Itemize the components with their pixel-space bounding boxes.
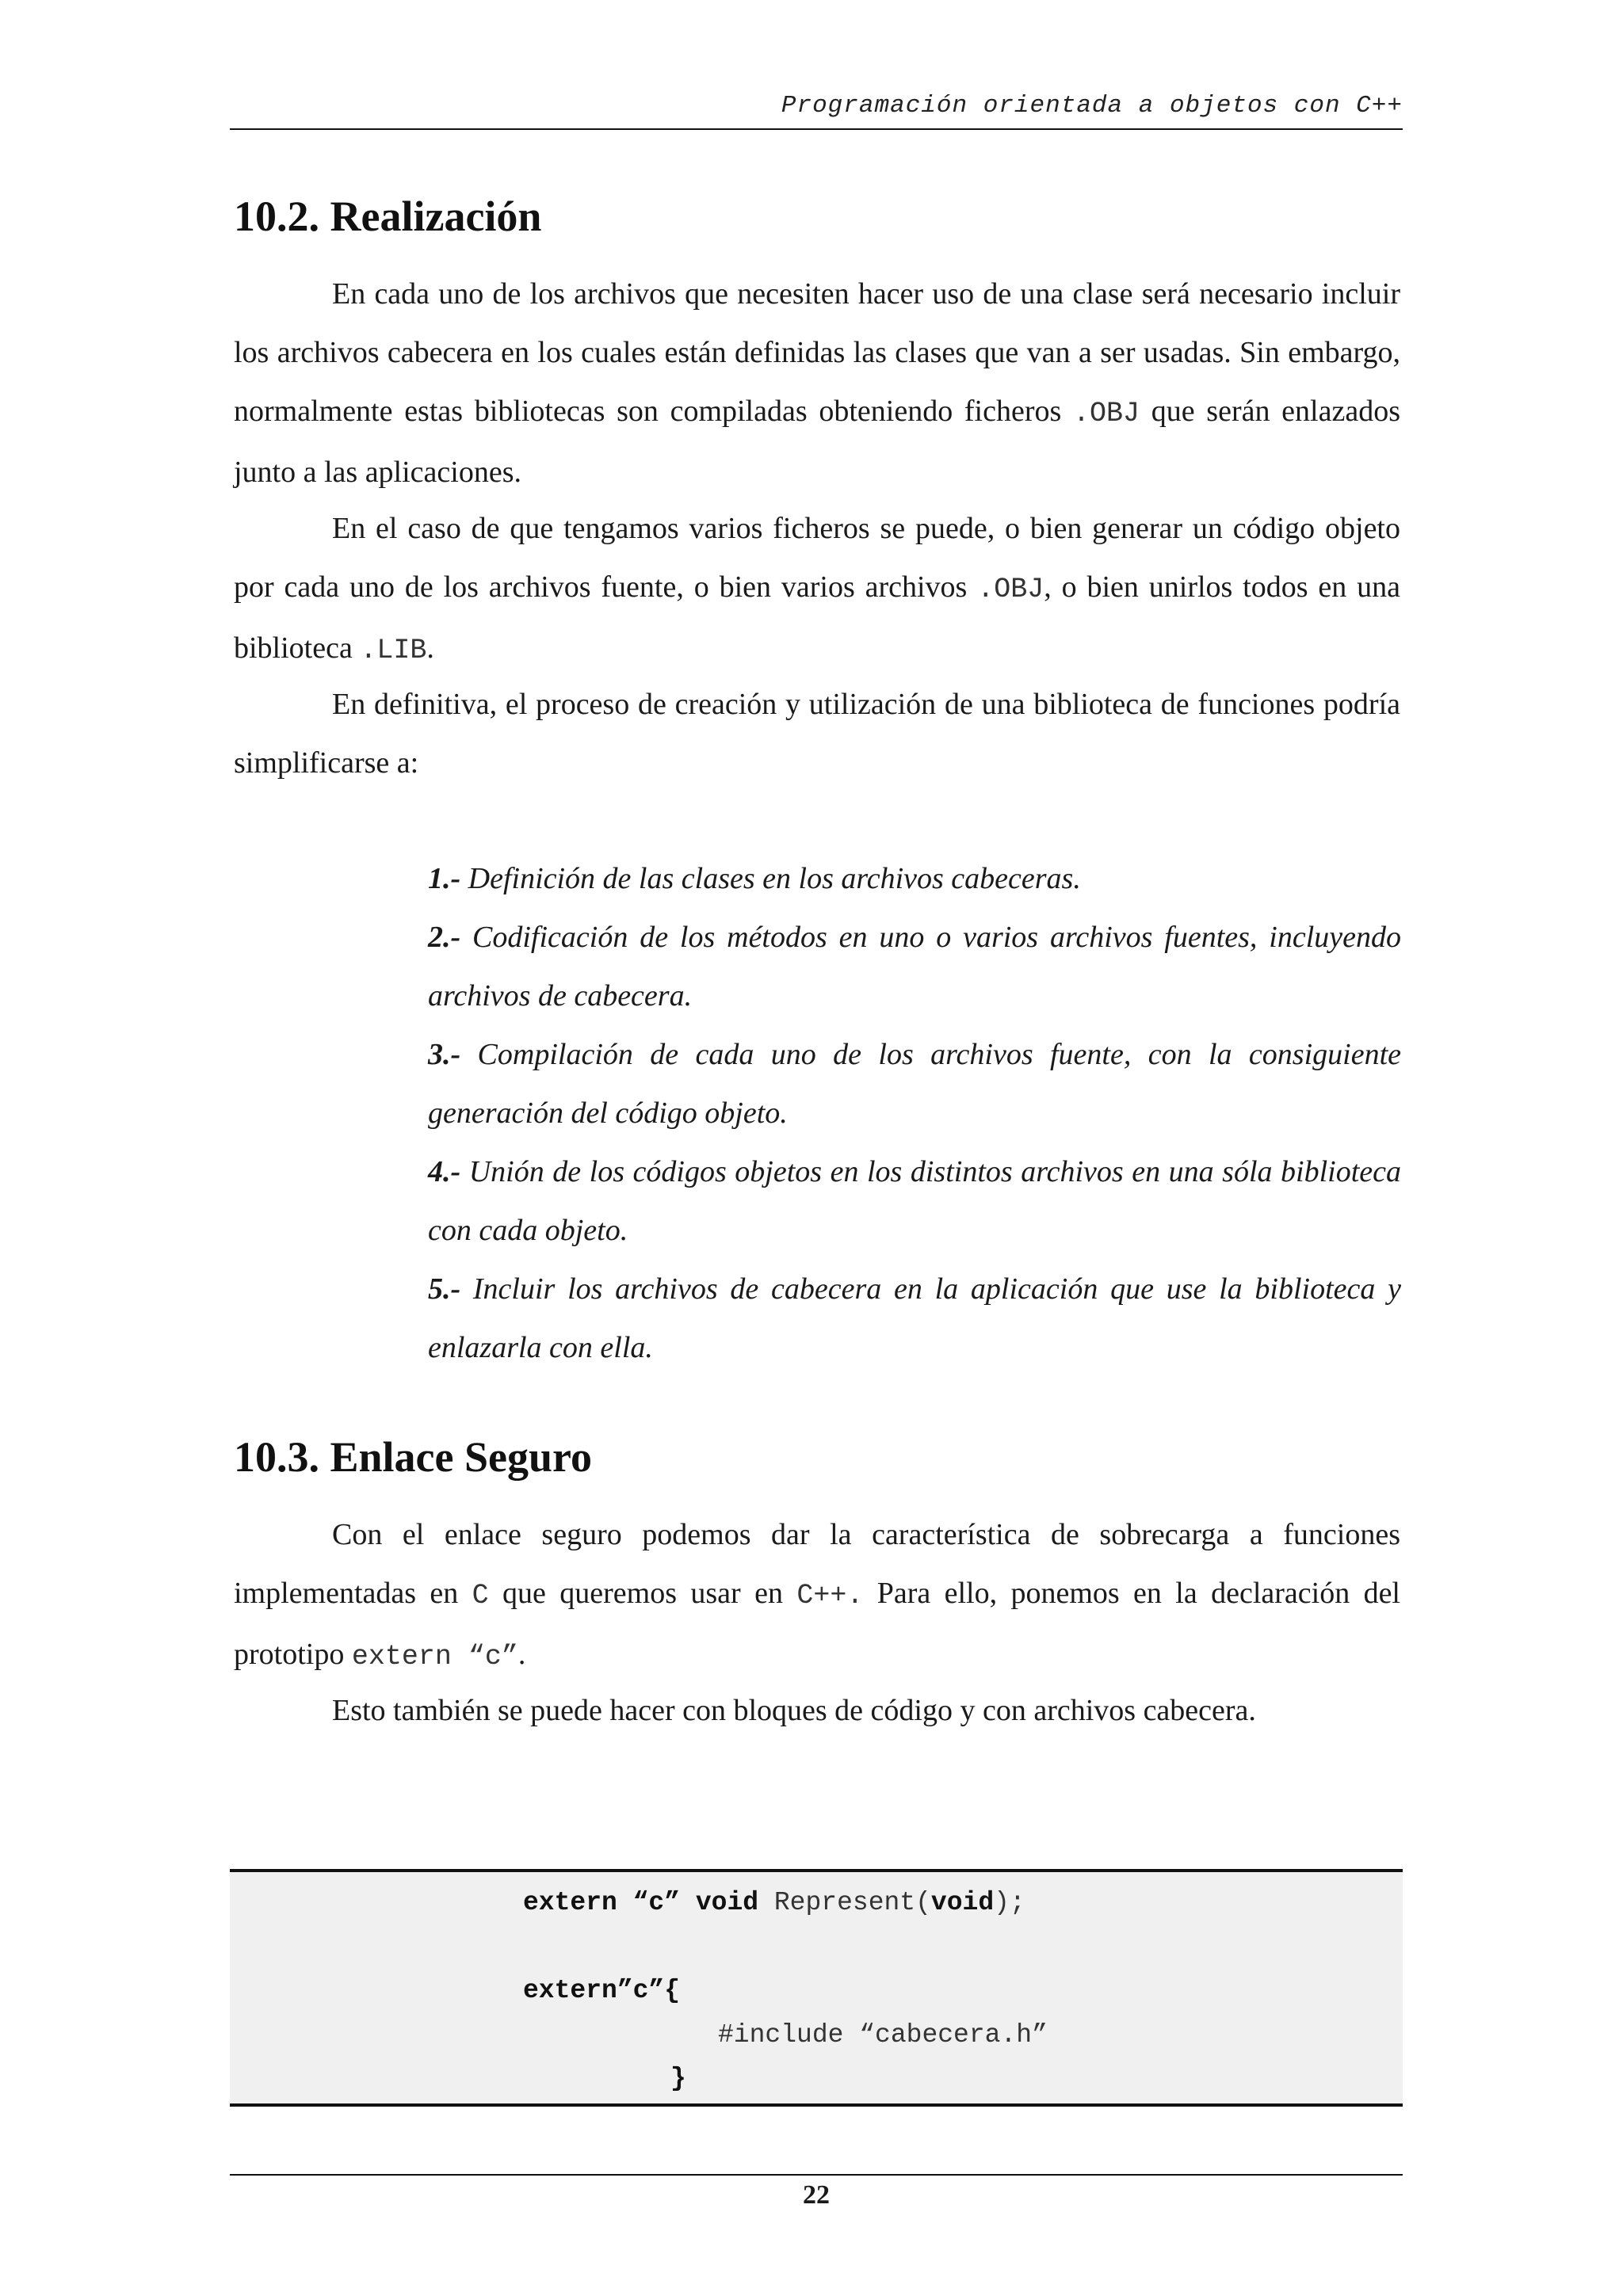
code-line bbox=[523, 1888, 1025, 1917]
paragraph bbox=[234, 675, 1400, 792]
list-item bbox=[428, 908, 1401, 1025]
code-keyword: void bbox=[695, 1888, 759, 1917]
code-text: Represent( bbox=[758, 1888, 931, 1917]
paragraph-text: En cada uno de los archivos que necesiten hacer uso de una clase será necesario incluir los archivos cabecera en los cuales están definidas las clases que van a ser usadas. Sin embargo, normalmente estas bibliotecas son compiladas obteniendo ficheros bbox=[234, 277, 1400, 428]
paragraph bbox=[234, 1681, 1400, 1740]
paragraph-text: En definitiva, el proceso de creación y utilización de una biblioteca de funciones podría simplificarse a: bbox=[234, 688, 1400, 780]
step-text: Incluir los archivos de cabecera en la aplicación que use la biblioteca y enlazarla con ella. bbox=[428, 1272, 1401, 1364]
step-number: 4.- bbox=[428, 1155, 461, 1188]
inline-code: C++. bbox=[796, 1580, 864, 1611]
inline-code: .OBJ bbox=[977, 574, 1044, 605]
paragraph-text: En el caso de que tengamos varios ficheros se puede, o bien generar un código objeto por cada uno de los archivos fuente, o bien varios archivos bbox=[234, 512, 1400, 604]
step-number: 3.- bbox=[428, 1038, 461, 1071]
step-text: Codificación de los métodos en uno o varios archivos fuentes, incluyendo archivos de cabecera. bbox=[428, 921, 1401, 1013]
inline-code: C bbox=[472, 1580, 489, 1611]
step-number: 1.- bbox=[428, 862, 461, 895]
running-header: Programación orientada a objetos con C++ bbox=[781, 92, 1403, 120]
paragraph-text: , o bien unirlos todos en una biblioteca bbox=[234, 570, 1400, 665]
paragraph-text: Con el enlace seguro podemos dar la característica de sobrecarga a funciones implementadas en bbox=[234, 1518, 1400, 1610]
code-text: ); bbox=[994, 1888, 1025, 1917]
code-string: “c” bbox=[617, 1888, 696, 1917]
list-item bbox=[428, 1025, 1401, 1142]
step-number: 2.- bbox=[428, 921, 461, 954]
paragraph-text: Para ello, ponemos en la declaración del prototipo bbox=[234, 1577, 1400, 1671]
paragraph-text: que serán enlazados junto a las aplicaciones. bbox=[234, 395, 1400, 489]
paragraph bbox=[234, 499, 1400, 680]
list-item bbox=[428, 1142, 1401, 1260]
paragraph-text: que queremos usar en bbox=[488, 1577, 797, 1610]
code-line: } bbox=[670, 2064, 686, 2093]
inline-code: .LIB bbox=[360, 635, 427, 666]
step-text: Unión de los códigos objetos en los distintos archivos en una sóla biblioteca con cada objeto. bbox=[428, 1155, 1401, 1247]
code-keyword: void bbox=[930, 1888, 995, 1917]
paragraph-text: . bbox=[426, 631, 434, 665]
inline-code: extern “c” bbox=[351, 1641, 518, 1672]
code-line: #include “cabecera.h” bbox=[718, 2020, 1048, 2050]
step-text: Compilación de cada uno de los archivos fuente, con la consiguiente generación del código objeto. bbox=[428, 1038, 1401, 1130]
paragraph-text: Esto también se puede hacer con bloques de código y con archivos cabecera. bbox=[332, 1694, 1256, 1727]
paragraph bbox=[234, 265, 1400, 502]
footer-rule bbox=[230, 2174, 1403, 2176]
code-block bbox=[230, 1869, 1403, 2107]
paragraph bbox=[234, 1505, 1400, 1686]
inline-code: .OBJ bbox=[1073, 398, 1140, 429]
code-line: extern”c”{ bbox=[523, 1976, 681, 2005]
list-item bbox=[428, 849, 1401, 908]
page-number: 22 bbox=[803, 2180, 830, 2210]
step-number: 5.- bbox=[428, 1272, 461, 1306]
header-rule bbox=[230, 128, 1403, 130]
step-text: Definición de las clases en los archivos cabeceras. bbox=[460, 862, 1081, 895]
list-item bbox=[428, 1260, 1401, 1377]
section-heading-enlace-seguro: 10.3. Enlace Seguro bbox=[234, 1433, 593, 1481]
code-keyword: extern bbox=[523, 1888, 617, 1917]
section-heading-realizacion: 10.2. Realización bbox=[234, 193, 542, 240]
paragraph-text: . bbox=[517, 1638, 526, 1671]
steps-list bbox=[428, 849, 1401, 1377]
